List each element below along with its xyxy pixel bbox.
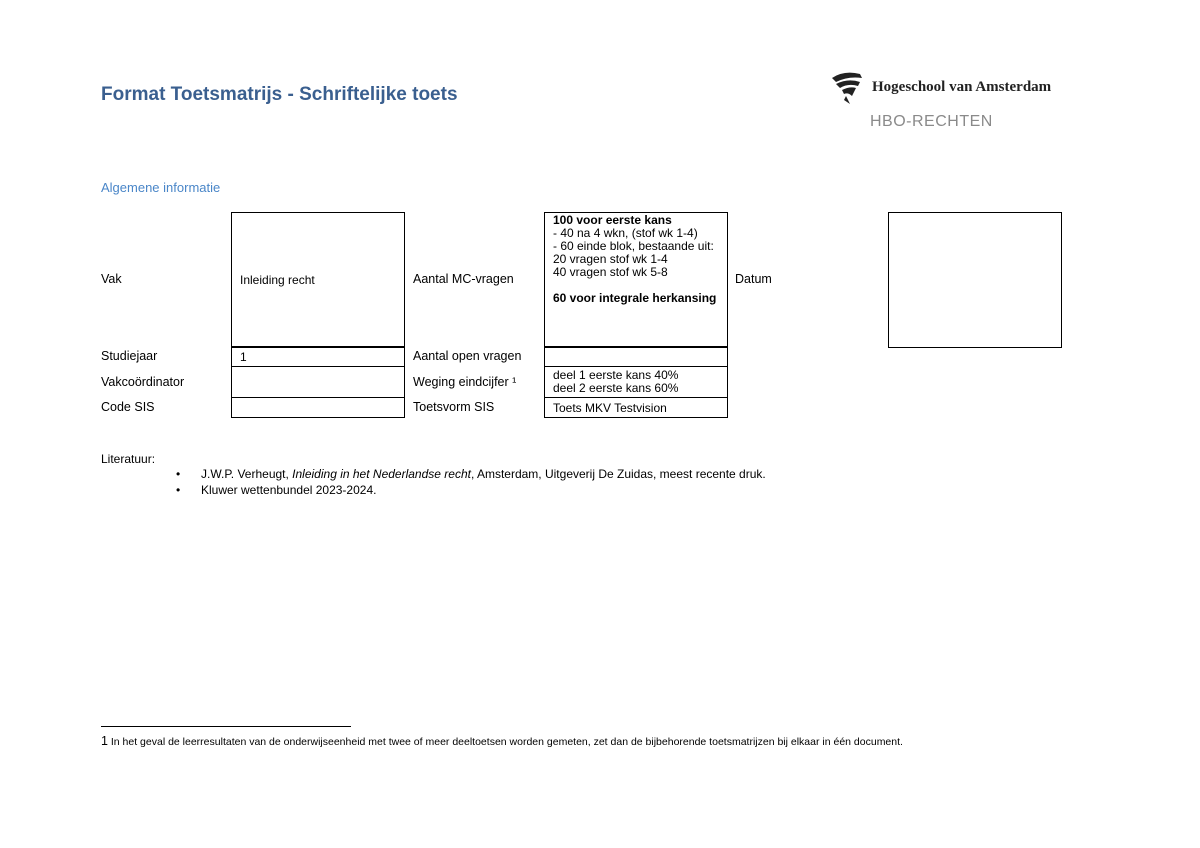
footnote-divider [101, 726, 351, 727]
open-field[interactable] [544, 346, 728, 367]
weging-label: Weging eindcijfer ¹ [413, 375, 517, 389]
studiejaar-field[interactable] [231, 346, 405, 367]
weging-field[interactable] [544, 366, 728, 398]
vakcoordinator-field[interactable] [231, 366, 405, 398]
toetsvorm-label: Toetsvorm SIS [413, 400, 495, 414]
literature-author: J.W.P. Verheugt, [201, 467, 293, 481]
open-label: Aantal open vragen [413, 349, 522, 363]
mc-line: - 40 na 4 wkn, (stof wk 1-4) [553, 226, 698, 240]
mc-line: 20 vragen stof wk 1-4 [553, 252, 668, 266]
footnote [101, 734, 903, 748]
logo-name: Hogeschool van Amsterdam [872, 79, 1052, 95]
weging-line: deel 1 eerste kans 40% [553, 368, 679, 382]
datum-field[interactable] [888, 212, 1062, 348]
vak-value: Inleiding recht [240, 273, 315, 287]
vak-field[interactable] [231, 212, 405, 348]
studiejaar-label: Studiejaar [101, 349, 158, 363]
mc-line: 100 voor eerste kans [553, 213, 672, 227]
studiejaar-value: 1 [240, 349, 247, 364]
literature-rest: , Amsterdam, Uitgeverij De Zuidas, meest recente druk. [470, 467, 766, 481]
mc-label: Aantal MC-vragen [413, 272, 514, 286]
logo-subtitle: HBO-RECHTEN [870, 113, 993, 130]
hva-emblem-icon [830, 70, 866, 106]
mc-field[interactable] [544, 212, 728, 348]
mc-value [545, 213, 727, 305]
weging-value [545, 369, 678, 395]
mc-line: 40 vragen stof wk 5-8 [553, 265, 668, 279]
literature-list [176, 466, 766, 498]
mc-line: 60 voor integrale herkansing [553, 291, 717, 305]
mc-line: - 60 einde blok, bestaande uit: [553, 239, 714, 253]
codesis-field[interactable] [231, 397, 405, 418]
literature-label: Literatuur: [101, 452, 156, 466]
literature-rest: Kluwer wettenbundel 2023-2024. [201, 483, 377, 497]
toetsvorm-value: Toets MKV Testvision [553, 400, 667, 415]
toetsvorm-field[interactable] [544, 397, 728, 418]
vakcoordinator-label: Vakcoördinator [101, 375, 185, 389]
vak-label: Vak [101, 272, 122, 286]
weging-line: deel 2 eerste kans 60% [553, 381, 679, 395]
literature-item [176, 466, 766, 482]
footnote-text: In het geval de leerresultaten van de onderwijseenheid met twee of meer deeltoetsen worden gemeten, zet dan de bijbehorende toetsmatrijzen bij elkaar in één document. [107, 736, 903, 748]
codesis-label: Code SIS [101, 400, 155, 414]
section-title: Algemene informatie [101, 180, 221, 195]
datum-label: Datum [735, 272, 772, 286]
footnote-number: 1 [101, 734, 108, 748]
page-title: Format Toetsmatrijs - Schriftelijke toets [101, 84, 458, 105]
literature-item [176, 482, 766, 498]
hva-logo [830, 70, 1090, 135]
literature-title: Inleiding in het Nederlandse recht [292, 467, 471, 481]
